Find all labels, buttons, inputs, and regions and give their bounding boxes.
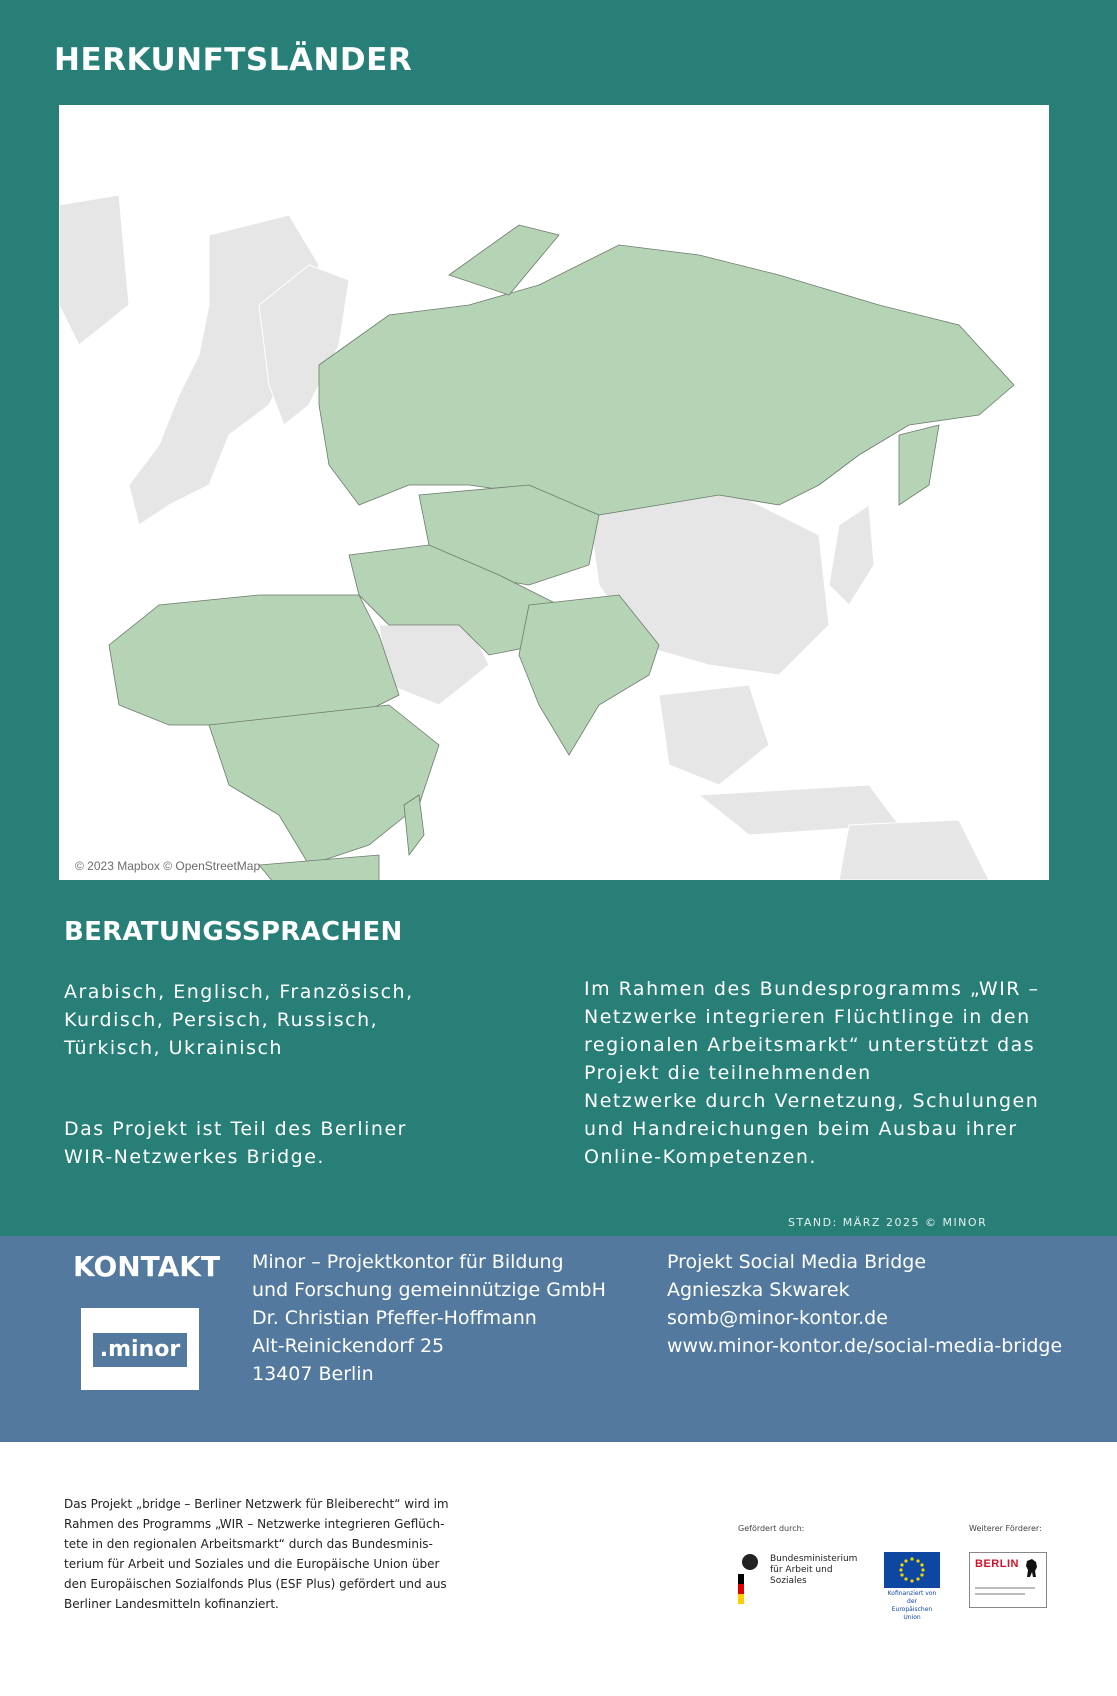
funding-line: terium für Arbeit und Soziales und die Europäische Union über — [64, 1557, 440, 1571]
berlin-caption-line — [975, 1593, 1025, 1595]
contact-project-name: Projekt Social Media Bridge — [667, 1251, 927, 1273]
languages-line: Arabisch, Englisch, Französisch, — [64, 981, 414, 1003]
contact-website-link[interactable]: www.minor-kontor.de/social-media-bridge — [667, 1335, 1063, 1357]
gefoerdert-label: Gefördert durch: — [738, 1524, 805, 1533]
contact-email-link[interactable]: somb@minor-kontor.de — [667, 1307, 888, 1329]
program-line: Netzwerke durch Vernetzung, Schulungen — [584, 1090, 1040, 1112]
contact-organization — [252, 1248, 606, 1388]
page-title: HERKUNFTSLÄNDER — [54, 42, 413, 78]
eu-line: Kofinanziert von der — [887, 1590, 937, 1605]
eu-line: Europäischen Union — [891, 1606, 933, 1621]
funding-line: Berliner Landesmitteln kofinanziert. — [64, 1597, 279, 1611]
bmas-logo — [738, 1552, 858, 1608]
map-attribution: © 2023 Mapbox © OpenStreetMap — [75, 859, 261, 873]
funding-line: tete in den regionalen Arbeitsmarkt“ durch das Bundesminis- — [64, 1537, 433, 1551]
contact-project — [667, 1248, 1062, 1360]
bmas-line: Bundesministerium — [770, 1554, 858, 1564]
program-line: Netzwerke integrieren Flüchtlinge in den — [584, 1006, 1031, 1028]
minor-logo-text: .minor — [93, 1333, 187, 1367]
contact-org-line: Dr. Christian Pfeffer-Hoffmann — [252, 1307, 537, 1329]
project-note-line: Das Projekt ist Teil des Berliner — [64, 1118, 407, 1140]
map-highlight-north-africa — [109, 595, 399, 725]
weiterer-label: Weiterer Förderer: — [969, 1524, 1042, 1533]
program-line: Im Rahmen des Bundesprogramms „WIR – — [584, 978, 1040, 1000]
minor-logo — [81, 1308, 199, 1390]
funding-line: Rahmen des Programms „WIR – Netzwerke integrieren Geflüch- — [64, 1517, 445, 1531]
berlin-bear-icon — [1024, 1557, 1040, 1579]
project-note-line: WIR-Netzwerkes Bridge. — [64, 1146, 325, 1168]
program-description — [584, 975, 1040, 1171]
project-note — [64, 1115, 407, 1171]
federal-eagle-icon — [738, 1552, 768, 1608]
berlin-logo — [969, 1552, 1047, 1608]
origin-countries-map[interactable] — [59, 105, 1049, 880]
languages-list — [64, 978, 414, 1062]
map-canvas — [59, 105, 1049, 880]
contact-panel — [0, 1236, 1117, 1442]
berlin-wordmark: BERLIN — [975, 1558, 1019, 1570]
bmas-name — [770, 1554, 858, 1587]
berlin-caption-line — [975, 1587, 1035, 1589]
eu-logo — [884, 1552, 940, 1621]
program-line: Online-Kompetenzen. — [584, 1146, 817, 1168]
stand-note: STAND: MÄRZ 2025 © MINOR — [788, 1216, 988, 1229]
contact-heading: KONTAKT — [73, 1250, 221, 1283]
contact-org-line: Alt-Reinickendorf 25 — [252, 1335, 445, 1357]
contact-org-line: und Forschung gemeinnützige GmbH — [252, 1279, 606, 1301]
languages-line: Kurdisch, Persisch, Russisch, — [64, 1009, 379, 1031]
languages-line: Türkisch, Ukrainisch — [64, 1037, 283, 1059]
program-line: regionalen Arbeitsmarkt“ unterstützt das — [584, 1034, 1036, 1056]
funding-line: den Europäischen Sozialfonds Plus (ESF Plus) gefördert und aus — [64, 1577, 447, 1591]
eu-flag-icon — [884, 1552, 940, 1588]
funding-line: Das Projekt „bridge – Berliner Netzwerk für Bleiberecht“ wird im — [64, 1497, 449, 1511]
eu-caption — [884, 1590, 940, 1622]
program-line: und Handreichungen beim Ausbau ihrer — [584, 1118, 1018, 1140]
program-line: Projekt die teilnehmenden — [584, 1062, 872, 1084]
contact-person: Agnieszka Skwarek — [667, 1279, 850, 1301]
contact-org-line: Minor – Projektkontor für Bildung — [252, 1251, 564, 1273]
bmas-line: für Arbeit und Soziales — [770, 1565, 833, 1586]
contact-org-line: 13407 Berlin — [252, 1363, 374, 1385]
languages-heading: BERATUNGSSPRACHEN — [64, 917, 403, 947]
funding-text — [64, 1494, 484, 1614]
